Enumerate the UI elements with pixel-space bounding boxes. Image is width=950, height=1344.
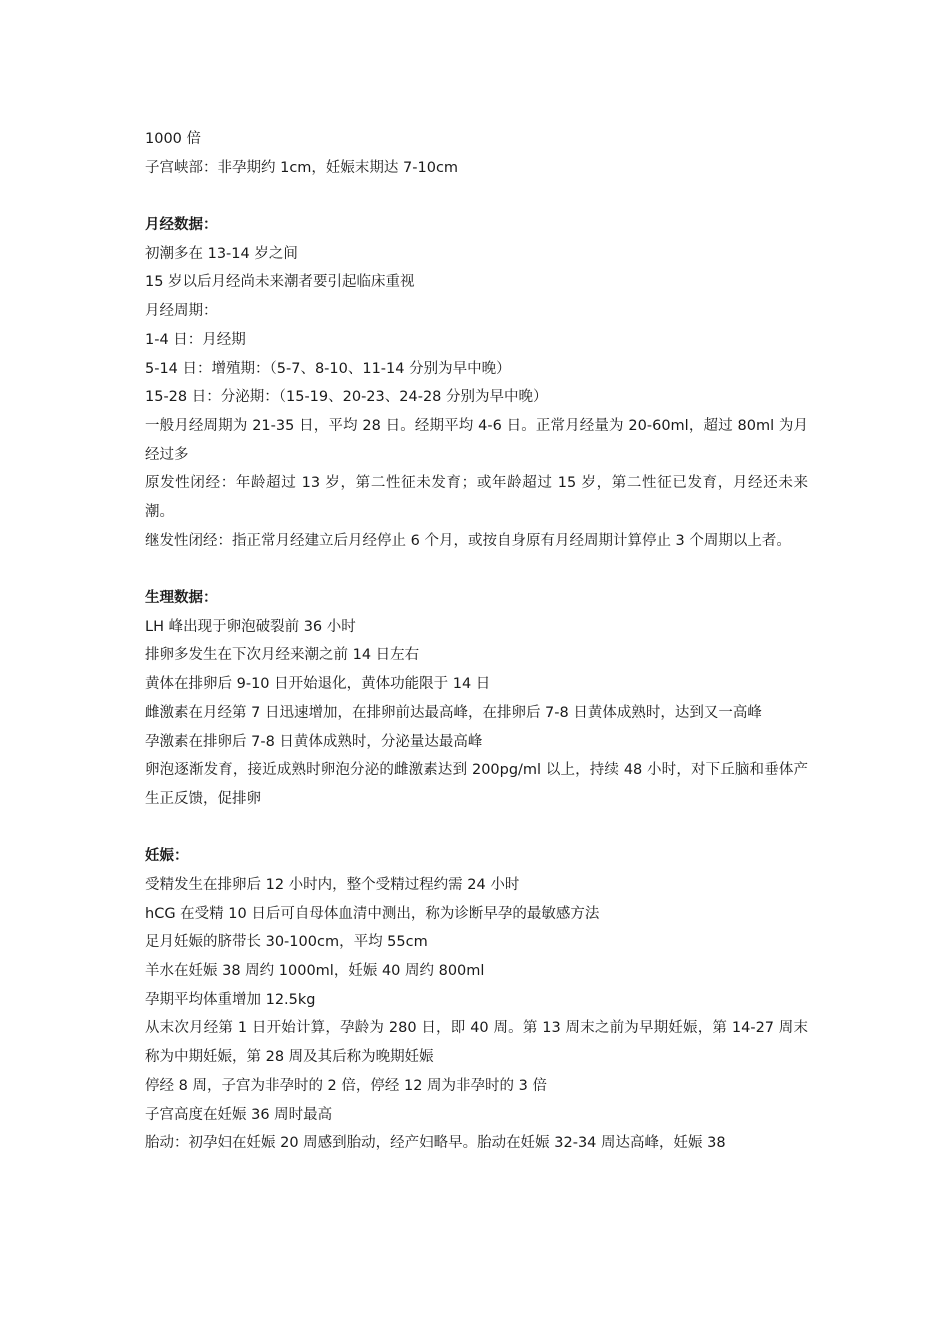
- blank-line: [145, 182, 815, 211]
- text-line: 1-4 日：月经期: [145, 331, 246, 348]
- paragraph: 原发性闭经：年龄超过 13 岁，第二性征未发育；或年龄超过 15 岁，第二性征已发育，月经还未来潮。: [145, 475, 808, 520]
- text-line: 孕期平均体重增加 12.5kg: [145, 991, 316, 1008]
- text-line: 孕激素在排卵后 7-8 日黄体成熟时，分泌量达最高峰: [145, 733, 483, 750]
- text-line: 羊水在妊娠 38 周约 1000ml，妊娠 40 周约 800ml: [145, 963, 485, 980]
- text-line: 黄体在排卵后 9-10 日开始退化，黄体功能限于 14 日: [145, 676, 491, 693]
- paragraph: 继发性闭经：指正常月经建立后月经停止 6 个月，或按自身原有月经周期计算停止 3 个周期以上者。: [145, 532, 791, 549]
- text-line: 子宫峡部：非孕期约 1cm，妊娠末期达 7-10cm: [145, 159, 459, 176]
- text-line: 足月妊娠的脐带长 30-100cm，平均 55cm: [145, 934, 428, 951]
- blank-line: [145, 555, 815, 584]
- text-line: 子宫高度在妊娠 36 周时最高: [145, 1106, 333, 1123]
- section-heading-pregnancy: 妊娠：: [145, 848, 189, 865]
- section-heading-physiology: 生理数据：: [145, 590, 218, 607]
- paragraph: 卵泡逐渐发育，接近成熟时卵泡分泌的雌激素达到 200pg/ml 以上，持续 48 小时，对下丘脑和垂体产生正反馈，促排卵: [145, 762, 808, 807]
- text-line: 月经周期：: [145, 303, 218, 320]
- blank-line: [145, 814, 815, 843]
- text-line: 15 岁以后月经尚未来潮者要引起临床重视: [145, 274, 415, 291]
- text-line: 1000 倍: [145, 131, 202, 147]
- section-heading-menstrual: 月经数据：: [145, 217, 218, 234]
- text-line: 5-14 日：增殖期：（5-7、8-10、11-14 分别为早中晚）: [145, 360, 511, 377]
- text-line: hCG 在受精 10 日后可自母体血清中测出，称为诊断早孕的最敏感方法: [145, 905, 600, 922]
- text-line: 初潮多在 13-14 岁之间: [145, 245, 298, 262]
- text-line: 受精发生在排卵后 12 小时内，整个受精过程约需 24 小时: [145, 877, 520, 893]
- text-line: LH 峰出现于卵泡破裂前 36 小时: [145, 618, 356, 635]
- paragraph: 雌激素在月经第 7 日迅速增加，在排卵前达最高峰，在排卵后 7-8 日黄体成熟时，达到又一高峰: [145, 704, 762, 721]
- paragraph: 从末次月经第 1 日开始计算，孕龄为 280 日，即 40 周。第 13 周末之前为早期妊娠，第 14-27 周末称为中期妊娠，第 28 周及其后称为晚期妊娠: [145, 1020, 808, 1066]
- paragraph: 一般月经周期为 21-35 日，平均 28 日。经期平均 4-6 日。正常月经量为 20-60ml，超过 80ml 为月经过多: [145, 417, 808, 463]
- text-line: 停经 8 周，子宫为非孕时的 2 倍，停经 12 周为非孕时的 3 倍: [145, 1077, 547, 1094]
- text-line: 胎动：初孕妇在妊娠 20 周感到胎动，经产妇略早。胎动在妊娠 32-34 周达高峰，妊娠 38: [145, 1135, 726, 1152]
- text-line: 排卵多发生在下次月经来潮之前 14 日左右: [145, 647, 420, 664]
- text-line: 15-28 日：分泌期：（15-19、20-23、24-28 分别为早中晚）: [145, 389, 548, 406]
